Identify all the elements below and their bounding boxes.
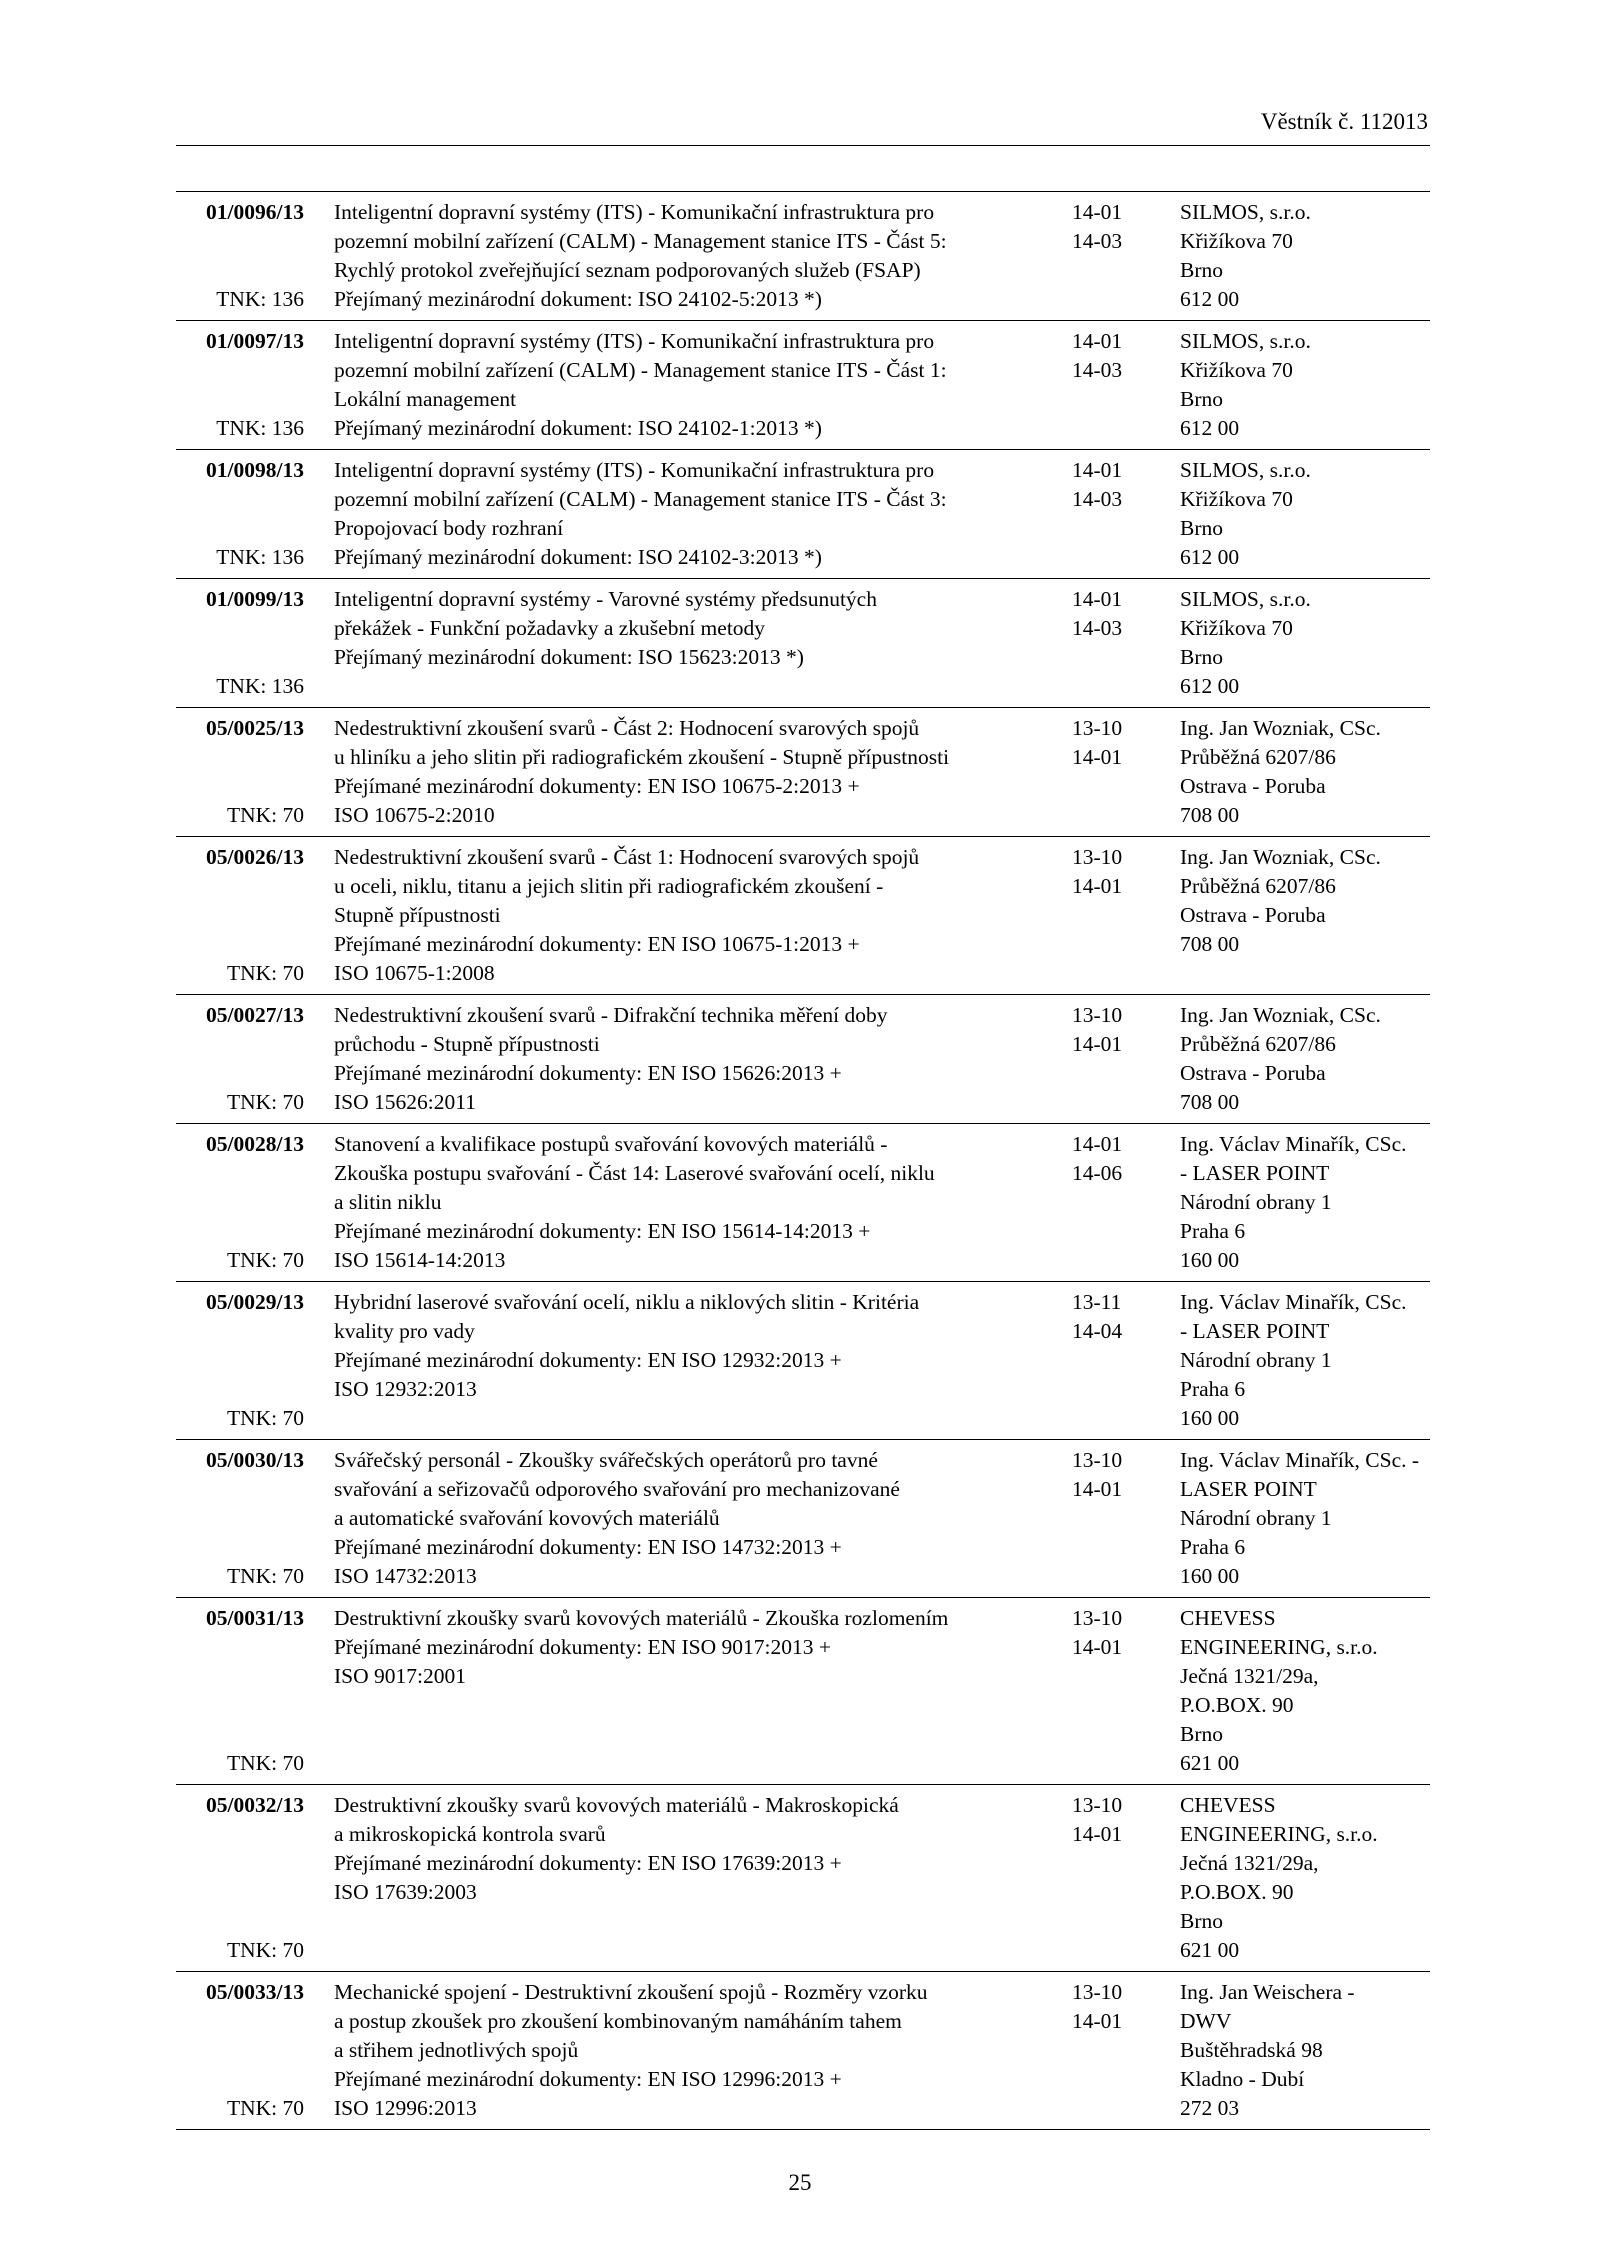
- entry-processor-address: [1180, 1791, 1430, 1965]
- entry-title-line: ISO 14732:2013: [334, 1564, 477, 1588]
- entry-classification: [1072, 327, 1180, 443]
- entry-title-line: Inteligentní dopravní systémy (ITS) - Komunikační infrastruktura pro: [334, 329, 935, 353]
- entry-code: 05/0027/13: [206, 1003, 304, 1027]
- entry-title-line: Stanovení a kvalifikace postupů svařování kovových materiálů -: [334, 1132, 888, 1156]
- entry-classification: [1072, 1288, 1180, 1433]
- entry-title-line: Rychlý protokol zveřejňující seznam podporovaných služeb (FSAP): [334, 258, 921, 282]
- entry-class-code: 13-10: [1072, 1980, 1123, 2004]
- entry-address-line: Ing. Jan Wozniak, CSc.: [1180, 716, 1381, 740]
- entry-code: 01/0099/13: [206, 587, 304, 611]
- entry-address-line: Brno: [1180, 1909, 1223, 1933]
- entry-processor-address: [1180, 327, 1430, 443]
- entry-address-line: Průběžná 6207/86: [1180, 1032, 1336, 1056]
- entry-title-line: Přejímaný mezinárodní dokument: ISO 24102-5:2013 *): [334, 287, 822, 311]
- entry-address-line: SILMOS, s.r.o.: [1180, 200, 1311, 224]
- entry-title-line: a postup zkoušek pro zkoušení kombinovaným namáháním tahem: [334, 2009, 902, 2033]
- entry-processor-address: [1180, 1130, 1430, 1275]
- entry-address-line: P.O.BOX. 90: [1180, 1693, 1294, 1717]
- entry-title-line: pozemní mobilní zařízení (CALM) - Management stanice ITS - Část 5:: [334, 229, 947, 253]
- entry-title-line: a slitin niklu: [334, 1190, 442, 1214]
- entry-class-code: 14-01: [1072, 745, 1123, 769]
- entry-title-line: Přejímané mezinárodní dokumenty: EN ISO 15626:2013 +: [334, 1061, 842, 1085]
- entry-title: [334, 1791, 1072, 1965]
- entry-class-code: 14-04: [1072, 1319, 1123, 1343]
- entry-class-code: 14-01: [1072, 1132, 1123, 1156]
- entry-address-line: Průběžná 6207/86: [1180, 874, 1336, 898]
- entry-address-line: 612 00: [1180, 674, 1240, 698]
- entry-address-line: Buštěhradská 98: [1180, 2038, 1323, 2062]
- entry-title: [334, 327, 1072, 443]
- entry-tnk: TNK: 70: [226, 1751, 304, 1775]
- entry-address-line: Brno: [1180, 258, 1223, 282]
- entry-identifier: [176, 1978, 304, 2123]
- entry-class-code: 14-03: [1072, 487, 1123, 511]
- entry-title-line: Přejímané mezinárodní dokumenty: EN ISO 14732:2013 +: [334, 1535, 842, 1559]
- entry-address-line: 612 00: [1180, 416, 1240, 440]
- entry-tnk: TNK: 70: [226, 1248, 304, 1272]
- entry-address-line: LASER POINT: [1180, 1477, 1317, 1501]
- header-divider: [176, 145, 1430, 146]
- standard-entry: [176, 1785, 1430, 1972]
- entry-address-line: Ostrava - Poruba: [1180, 1061, 1326, 1085]
- entry-title-line: ISO 15626:2011: [334, 1090, 476, 1114]
- entry-identifier: [176, 1791, 304, 1965]
- entry-tnk: TNK: 70: [226, 1406, 304, 1430]
- entry-classification: [1072, 198, 1180, 314]
- entry-processor-address: [1180, 1446, 1430, 1591]
- entry-processor-address: [1180, 585, 1430, 701]
- entry-code: 05/0030/13: [206, 1448, 304, 1472]
- entry-class-code: 14-03: [1072, 358, 1123, 382]
- entry-title-line: Nedestruktivní zkoušení svarů - Část 2: Hodnocení svarových spojů: [334, 716, 920, 740]
- standard-entry: [176, 321, 1430, 450]
- entry-tnk: TNK: 136: [216, 287, 304, 311]
- entry-title-line: Mechanické spojení - Destruktivní zkoušení spojů - Rozměry vzorku: [334, 1980, 928, 2004]
- entry-title-line: Hybridní laserové svařování ocelí, niklu a niklových slitin - Kritéria: [334, 1290, 920, 1314]
- entry-class-code: 14-01: [1072, 587, 1123, 611]
- entry-title-line: Svářečský personál - Zkoušky svářečských operátorů pro tavné: [334, 1448, 878, 1472]
- entry-identifier: [176, 327, 304, 443]
- entry-title: [334, 198, 1072, 314]
- standard-entry: [176, 708, 1430, 837]
- entry-title-line: u oceli, niklu, titanu a jejich slitin při radiografickém zkoušení -: [334, 874, 884, 898]
- entry-title-line: pozemní mobilní zařízení (CALM) - Management stanice ITS - Část 3:: [334, 487, 947, 511]
- entry-address-line: 621 00: [1180, 1938, 1240, 1962]
- entry-title-line: Přejímané mezinárodní dokumenty: EN ISO 12996:2013 +: [334, 2067, 842, 2091]
- entry-address-line: Ing. Jan Wozniak, CSc.: [1180, 845, 1381, 869]
- entry-class-code: 13-10: [1072, 716, 1123, 740]
- entry-processor-address: [1180, 456, 1430, 572]
- entry-classification: [1072, 1791, 1180, 1965]
- entry-title-line: Přejímané mezinárodní dokumenty: EN ISO 12932:2013 +: [334, 1348, 842, 1372]
- entry-code: 05/0033/13: [206, 1980, 304, 2004]
- entry-title-line: Nedestruktivní zkoušení svarů - Část 1: Hodnocení svarových spojů: [334, 845, 920, 869]
- entry-title: [334, 714, 1072, 830]
- entry-title-line: ISO 10675-1:2008: [334, 961, 495, 985]
- entry-title-line: a mikroskopická kontrola svarů: [334, 1822, 606, 1846]
- standard-entry: [176, 1598, 1430, 1785]
- entry-tnk: TNK: 70: [226, 1090, 304, 1114]
- entry-class-code: 13-10: [1072, 1606, 1123, 1630]
- entry-class-code: 14-03: [1072, 229, 1123, 253]
- entry-tnk: TNK: 136: [216, 416, 304, 440]
- entry-processor-address: [1180, 198, 1430, 314]
- standards-list: [176, 191, 1430, 2130]
- entry-code: 05/0029/13: [206, 1290, 304, 1314]
- entry-title: [334, 1446, 1072, 1591]
- entry-processor-address: [1180, 1604, 1430, 1778]
- entry-identifier: [176, 585, 304, 701]
- entry-title-line: Inteligentní dopravní systémy (ITS) - Komunikační infrastruktura pro: [334, 458, 935, 482]
- entry-class-code: 14-01: [1072, 2009, 1123, 2033]
- entry-class-code: 14-06: [1072, 1161, 1123, 1185]
- entry-address-line: Ostrava - Poruba: [1180, 903, 1326, 927]
- entry-address-line: Ing. Václav Minařík, CSc.: [1180, 1132, 1407, 1156]
- entry-title: [334, 1604, 1072, 1778]
- entry-address-line: CHEVESS: [1180, 1606, 1276, 1630]
- standard-entry: [176, 995, 1430, 1124]
- entry-address-line: 160 00: [1180, 1564, 1240, 1588]
- entry-class-code: 13-10: [1072, 1448, 1123, 1472]
- entry-title-line: a automatické svařování kovových materiálů: [334, 1506, 720, 1530]
- entry-code: 05/0025/13: [206, 716, 304, 740]
- entry-processor-address: [1180, 843, 1430, 988]
- entry-identifier: [176, 843, 304, 988]
- entry-address-line: Ostrava - Poruba: [1180, 774, 1326, 798]
- entry-title-line: Stupně přípustnosti: [334, 903, 501, 927]
- entry-title-line: Zkouška postupu svařování - Část 14: Laserové svařování ocelí, niklu: [334, 1161, 935, 1185]
- entry-title-line: ISO 17639:2003: [334, 1880, 477, 1904]
- entry-title-line: Destruktivní zkoušky svarů kovových materiálů - Makroskopická: [334, 1793, 899, 1817]
- entry-identifier: [176, 714, 304, 830]
- entry-identifier: [176, 198, 304, 314]
- entry-processor-address: [1180, 1978, 1430, 2123]
- entry-class-code: 14-01: [1072, 1032, 1123, 1056]
- entry-address-line: Křižíkova 70: [1180, 229, 1293, 253]
- entry-address-line: 160 00: [1180, 1248, 1240, 1272]
- entry-title-line: Přejímané mezinárodní dokumenty: EN ISO 9017:2013 +: [334, 1635, 831, 1659]
- entry-address-line: 160 00: [1180, 1406, 1240, 1430]
- entry-address-line: 272 03: [1180, 2096, 1240, 2120]
- entry-class-code: 13-10: [1072, 1793, 1123, 1817]
- entry-address-line: Průběžná 6207/86: [1180, 745, 1336, 769]
- standard-entry: [176, 1972, 1430, 2130]
- entry-tnk: TNK: 70: [226, 1564, 304, 1588]
- standard-entry: [176, 579, 1430, 708]
- entry-tnk: TNK: 70: [226, 803, 304, 827]
- standard-entry: [176, 450, 1430, 579]
- entry-classification: [1072, 1604, 1180, 1778]
- entry-title-line: Přejímané mezinárodní dokumenty: EN ISO 15614-14:2013 +: [334, 1219, 871, 1243]
- entry-tnk: TNK: 70: [226, 2096, 304, 2120]
- entry-class-code: 14-01: [1072, 1635, 1123, 1659]
- entry-address-line: - LASER POINT: [1180, 1161, 1330, 1185]
- entry-code: 01/0097/13: [206, 329, 304, 353]
- entry-classification: [1072, 1446, 1180, 1591]
- entry-address-line: Ječná 1321/29a,: [1180, 1851, 1319, 1875]
- entry-identifier: [176, 456, 304, 572]
- entry-title-line: ISO 12932:2013: [334, 1377, 477, 1401]
- entry-title-line: Destruktivní zkoušky svarů kovových materiálů - Zkouška rozlomením: [334, 1606, 949, 1630]
- entry-title-line: Lokální management: [334, 387, 517, 411]
- entry-identifier: [176, 1604, 304, 1778]
- entry-identifier: [176, 1288, 304, 1433]
- entry-address-line: Křižíkova 70: [1180, 358, 1293, 382]
- entry-title-line: pozemní mobilní zařízení (CALM) - Management stanice ITS - Část 1:: [334, 358, 947, 382]
- entry-address-line: - LASER POINT: [1180, 1319, 1330, 1343]
- entry-address-line: Ing. Václav Minařík, CSc. -: [1180, 1448, 1420, 1472]
- entry-address-line: SILMOS, s.r.o.: [1180, 587, 1311, 611]
- entry-title-line: průchodu - Stupně přípustnosti: [334, 1032, 600, 1056]
- entry-classification: [1072, 1978, 1180, 2123]
- entry-address-line: CHEVESS: [1180, 1793, 1276, 1817]
- entry-address-line: Národní obrany 1: [1180, 1348, 1332, 1372]
- entry-classification: [1072, 585, 1180, 701]
- entry-title-line: Inteligentní dopravní systémy - Varovné systémy předsunutých: [334, 587, 877, 611]
- entry-class-code: 13-10: [1072, 1003, 1123, 1027]
- entry-address-line: Praha 6: [1180, 1377, 1246, 1401]
- entry-title-line: ISO 15614-14:2013: [334, 1248, 506, 1272]
- standard-entry: [176, 1124, 1430, 1282]
- entry-address-line: 708 00: [1180, 803, 1240, 827]
- entry-title: [334, 456, 1072, 572]
- entry-address-line: Ječná 1321/29a,: [1180, 1664, 1319, 1688]
- entry-title: [334, 1001, 1072, 1117]
- entry-tnk: TNK: 70: [226, 961, 304, 985]
- entry-address-line: ENGINEERING, s.r.o.: [1180, 1635, 1378, 1659]
- entry-title-line: svařování a seřizovačů odporového svařování pro mechanizované: [334, 1477, 900, 1501]
- entry-address-line: Ing. Jan Weischera -: [1180, 1980, 1355, 2004]
- standard-entry: [176, 1282, 1430, 1440]
- entry-code: 05/0031/13: [206, 1606, 304, 1630]
- entry-address-line: Národní obrany 1: [1180, 1506, 1332, 1530]
- entry-title: [334, 585, 1072, 701]
- entry-address-line: Brno: [1180, 516, 1223, 540]
- entry-processor-address: [1180, 1001, 1430, 1117]
- entry-address-line: DWV: [1180, 2009, 1232, 2033]
- entry-title-line: Přejímané mezinárodní dokumenty: EN ISO 10675-1:2013 +: [334, 932, 860, 956]
- entry-address-line: ENGINEERING, s.r.o.: [1180, 1822, 1378, 1846]
- entry-title-line: Propojovací body rozhraní: [334, 516, 564, 540]
- entry-classification: [1072, 1130, 1180, 1275]
- entry-address-line: Praha 6: [1180, 1535, 1246, 1559]
- entry-title-line: Nedestruktivní zkoušení svarů - Difrakční technika měření doby: [334, 1003, 888, 1027]
- entry-title-line: ISO 9017:2001: [334, 1664, 466, 1688]
- entry-title-line: překážek - Funkční požadavky a zkušební metody: [334, 616, 766, 640]
- entry-address-line: SILMOS, s.r.o.: [1180, 329, 1311, 353]
- entry-code: 01/0096/13: [206, 200, 304, 224]
- entry-class-code: 14-01: [1072, 874, 1123, 898]
- entry-classification: [1072, 714, 1180, 830]
- entry-address-line: 612 00: [1180, 545, 1240, 569]
- entry-title-line: Přejímaný mezinárodní dokument: ISO 24102-3:2013 *): [334, 545, 822, 569]
- entry-identifier: [176, 1446, 304, 1591]
- entry-code: 01/0098/13: [206, 458, 304, 482]
- entry-title-line: a střihem jednotlivých spojů: [334, 2038, 579, 2062]
- entry-title-line: Přejímané mezinárodní dokumenty: EN ISO 10675-2:2013 +: [334, 774, 860, 798]
- entry-address-line: Brno: [1180, 645, 1223, 669]
- entry-address-line: Křižíkova 70: [1180, 616, 1293, 640]
- entry-identifier: [176, 1130, 304, 1275]
- entry-classification: [1072, 1001, 1180, 1117]
- entry-class-code: 14-01: [1072, 200, 1123, 224]
- entry-address-line: Brno: [1180, 387, 1223, 411]
- entry-code: 05/0032/13: [206, 1793, 304, 1817]
- standard-entry: [176, 192, 1430, 321]
- entry-tnk: TNK: 136: [216, 674, 304, 698]
- entry-address-line: Ing. Jan Wozniak, CSc.: [1180, 1003, 1381, 1027]
- entry-address-line: Praha 6: [1180, 1219, 1246, 1243]
- entry-class-code: 14-03: [1072, 616, 1123, 640]
- entry-address-line: Kladno - Dubí: [1180, 2067, 1305, 2091]
- entry-title: [334, 843, 1072, 988]
- entry-class-code: 14-01: [1072, 329, 1123, 353]
- entry-address-line: Ing. Václav Minařík, CSc.: [1180, 1290, 1407, 1314]
- entry-title-line: ISO 12996:2013: [334, 2096, 477, 2120]
- entry-class-code: 14-01: [1072, 458, 1123, 482]
- bulletin-title: Věstník č. 112013: [1260, 109, 1428, 134]
- entry-identifier: [176, 1001, 304, 1117]
- entry-address-line: Brno: [1180, 1722, 1223, 1746]
- entry-processor-address: [1180, 1288, 1430, 1433]
- entry-processor-address: [1180, 714, 1430, 830]
- entry-address-line: Národní obrany 1: [1180, 1190, 1332, 1214]
- entry-address-line: 612 00: [1180, 287, 1240, 311]
- entry-tnk: TNK: 70: [226, 1938, 304, 1962]
- standard-entry: [176, 837, 1430, 995]
- entry-title-line: Přejímané mezinárodní dokumenty: EN ISO 17639:2013 +: [334, 1851, 842, 1875]
- entry-title: [334, 1978, 1072, 2123]
- page-number: 25: [788, 2170, 812, 2195]
- entry-title-line: u hliníku a jeho slitin při radiografickém zkoušení - Stupně přípustnosti: [334, 745, 950, 769]
- entry-title-line: Inteligentní dopravní systémy (ITS) - Komunikační infrastruktura pro: [334, 200, 935, 224]
- entry-title-line: Přejímaný mezinárodní dokument: ISO 15623:2013 *): [334, 645, 804, 669]
- entry-address-line: SILMOS, s.r.o.: [1180, 458, 1311, 482]
- entry-class-code: 13-10: [1072, 845, 1123, 869]
- entry-classification: [1072, 456, 1180, 572]
- entry-class-code: 14-01: [1072, 1477, 1123, 1501]
- entry-title-line: Přejímaný mezinárodní dokument: ISO 24102-1:2013 *): [334, 416, 822, 440]
- entry-title-line: ISO 10675-2:2010: [334, 803, 495, 827]
- standard-entry: [176, 1440, 1430, 1598]
- entry-code: 05/0028/13: [206, 1132, 304, 1156]
- entry-address-line: 621 00: [1180, 1751, 1240, 1775]
- entry-tnk: TNK: 136: [216, 545, 304, 569]
- entry-classification: [1072, 843, 1180, 988]
- entry-title: [334, 1130, 1072, 1275]
- entry-title: [334, 1288, 1072, 1433]
- entry-title-line: kvality pro vady: [334, 1319, 475, 1343]
- entry-address-line: Křižíkova 70: [1180, 487, 1293, 511]
- entry-address-line: 708 00: [1180, 1090, 1240, 1114]
- entry-class-code: 13-11: [1072, 1290, 1122, 1314]
- entry-address-line: P.O.BOX. 90: [1180, 1880, 1294, 1904]
- entry-code: 05/0026/13: [206, 845, 304, 869]
- entry-address-line: 708 00: [1180, 932, 1240, 956]
- entry-class-code: 14-01: [1072, 1822, 1123, 1846]
